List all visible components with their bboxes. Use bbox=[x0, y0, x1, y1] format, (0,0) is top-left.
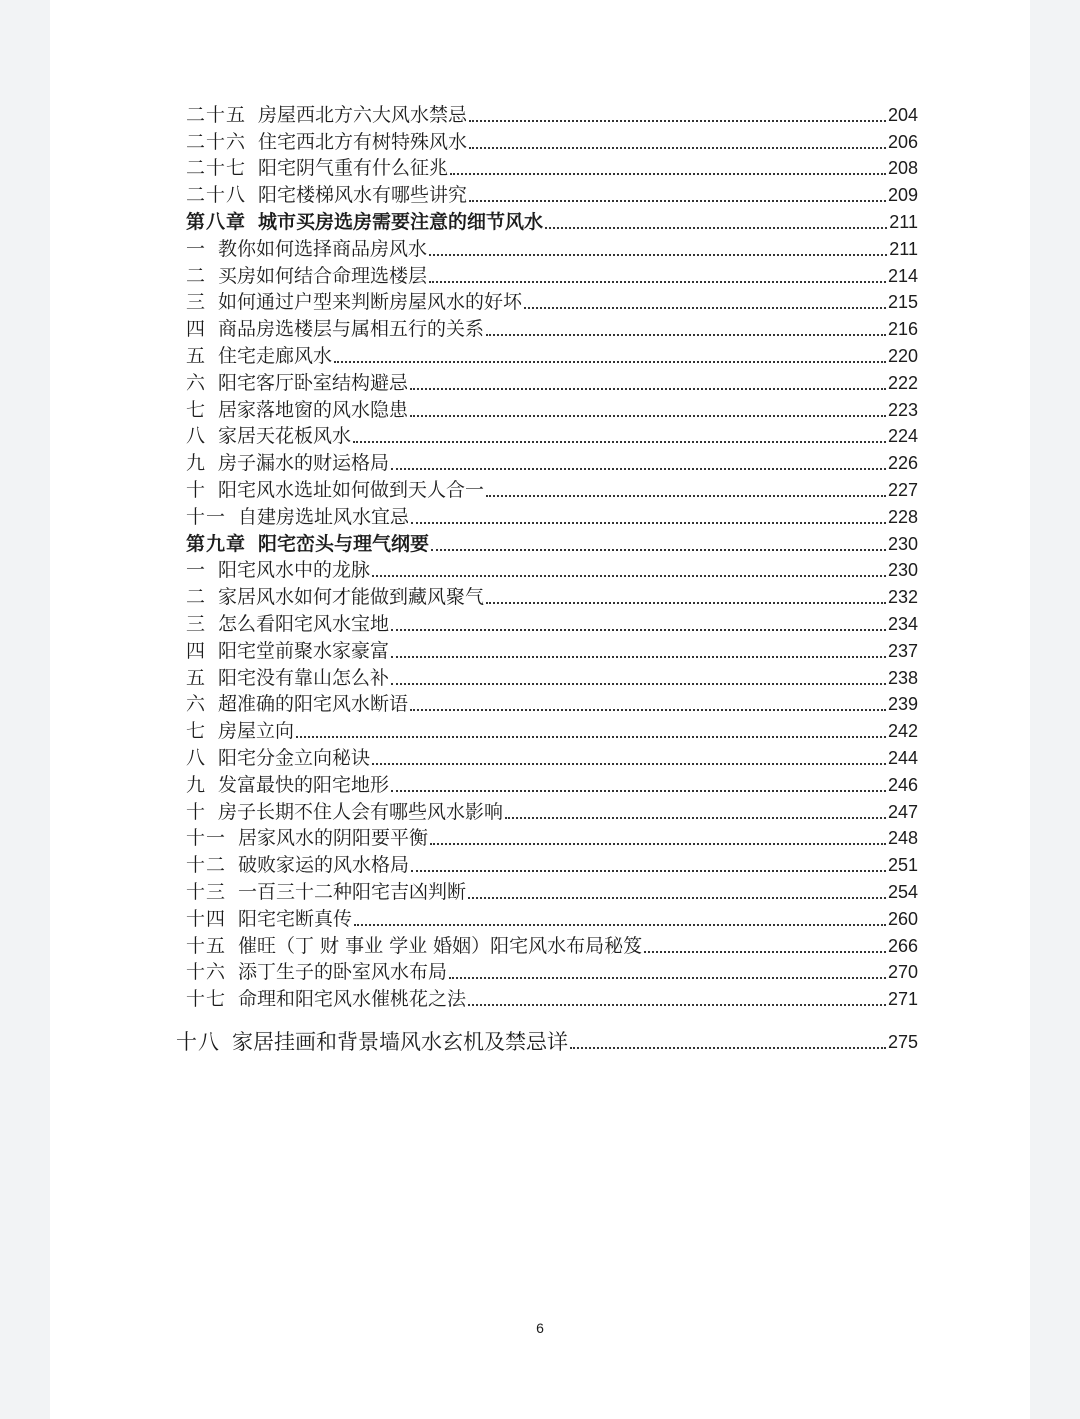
toc-entry-title: 命理和阳宅风水催桃花之法 bbox=[238, 988, 467, 1011]
toc-entry-number: 十二 bbox=[186, 854, 227, 877]
toc-page-number: 220 bbox=[887, 345, 918, 366]
dot-leader bbox=[411, 870, 886, 872]
toc-entry-row bbox=[186, 823, 918, 850]
toc-entry-title: 破败家运的风水格局 bbox=[238, 854, 410, 877]
toc-entry-number: 二十五 bbox=[186, 103, 247, 126]
toc-entry-row bbox=[186, 501, 918, 528]
dot-leader bbox=[353, 441, 886, 443]
dot-leader bbox=[450, 173, 886, 175]
toc-entry-title: 教你如何选择商品房风水 bbox=[218, 237, 428, 260]
toc-entry-row bbox=[186, 474, 918, 501]
toc-chapter-row bbox=[186, 206, 918, 233]
toc-page-number: 216 bbox=[887, 319, 918, 340]
toc-entry-title: 阳宅分金立向秘诀 bbox=[218, 746, 371, 769]
toc-entry-row bbox=[186, 903, 918, 930]
toc-page-number: 209 bbox=[887, 185, 918, 206]
page-number: 6 bbox=[536, 1320, 544, 1336]
dot-leader bbox=[372, 763, 886, 765]
toc-page-number: 260 bbox=[887, 908, 918, 929]
dot-leader bbox=[429, 281, 886, 283]
toc-page-number: 208 bbox=[887, 158, 918, 179]
toc-page-number: 204 bbox=[887, 104, 918, 125]
toc-page-number: 246 bbox=[887, 774, 918, 795]
toc-entry-title: 家居风水如何才能做到藏风聚气 bbox=[218, 586, 485, 609]
toc-page-number: 223 bbox=[887, 399, 918, 420]
toc-entry-row bbox=[186, 876, 918, 903]
toc-page-number: 237 bbox=[887, 640, 918, 661]
toc-page-number: 239 bbox=[887, 694, 918, 715]
toc-page-number: 234 bbox=[887, 613, 918, 634]
dot-leader bbox=[334, 361, 886, 363]
toc-entry-row bbox=[186, 367, 918, 394]
toc-entry-title: 城市买房选房需要注意的细节风水 bbox=[258, 210, 544, 233]
dot-leader bbox=[505, 817, 886, 819]
toc-entry-number: 十七 bbox=[186, 988, 227, 1011]
toc-entry-title: 家居天花板风水 bbox=[218, 425, 352, 448]
dot-leader bbox=[391, 656, 886, 658]
toc-page-number: 244 bbox=[887, 747, 918, 768]
dot-leader bbox=[391, 790, 886, 792]
dot-leader bbox=[391, 629, 886, 631]
toc-entry-row bbox=[186, 930, 918, 957]
toc-page-number: 251 bbox=[887, 855, 918, 876]
toc-entry-number: 二 bbox=[186, 264, 207, 287]
toc-page-number: 247 bbox=[887, 801, 918, 822]
dot-leader bbox=[430, 843, 886, 845]
toc-entry-title: 阳宅楼梯风水有哪些讲究 bbox=[258, 184, 468, 207]
toc-entry-number: 十一 bbox=[186, 505, 227, 528]
toc-entry-row bbox=[186, 689, 918, 716]
toc-entry-number: 十三 bbox=[186, 880, 227, 903]
toc-entry-row bbox=[186, 983, 918, 1010]
toc-entry-row bbox=[186, 421, 918, 448]
toc-entry-row bbox=[186, 849, 918, 876]
toc-entry-number: 六 bbox=[186, 371, 207, 394]
toc-page-number: 230 bbox=[887, 560, 918, 581]
toc-entry-title: 添丁生子的卧室风水布局 bbox=[238, 961, 448, 984]
dot-leader bbox=[431, 549, 886, 551]
toc-entry-title: 如何通过户型来判断房屋风水的好坏 bbox=[218, 291, 523, 314]
toc-entry-title: 住宅西北方有树特殊风水 bbox=[258, 130, 468, 153]
toc-entry-number: 八 bbox=[186, 746, 207, 769]
toc-entry-number: 九 bbox=[186, 452, 207, 475]
toc-entry-title: 阳宅风水选址如何做到天人合一 bbox=[218, 478, 485, 501]
dot-leader bbox=[524, 307, 886, 309]
toc-entry-title: 住宅走廊风水 bbox=[218, 344, 333, 367]
dot-leader bbox=[486, 495, 886, 497]
toc-entry-title: 房屋西北方六大风水禁忌 bbox=[258, 103, 468, 126]
dot-leader bbox=[469, 120, 886, 122]
toc-entry-row bbox=[186, 126, 918, 153]
dot-leader bbox=[354, 924, 886, 926]
toc-page-number: 222 bbox=[887, 372, 918, 393]
toc-entry-number: 九 bbox=[186, 773, 207, 796]
toc-entry-title: 居家风水的阴阳要平衡 bbox=[238, 827, 429, 850]
toc-entry-title: 商品房选楼层与属相五行的关系 bbox=[218, 318, 485, 341]
toc-entry-number: 三 bbox=[186, 291, 207, 314]
toc-entry-row bbox=[186, 233, 918, 260]
dot-leader bbox=[545, 227, 887, 229]
dot-leader bbox=[469, 147, 886, 149]
toc-entry-title: 怎么看阳宅风水宝地 bbox=[218, 612, 390, 635]
dot-leader bbox=[468, 1004, 886, 1006]
toc-entry-number: 十六 bbox=[186, 961, 227, 984]
toc-entry-number: 五 bbox=[186, 666, 207, 689]
toc-page-number: 215 bbox=[887, 292, 918, 313]
toc-entry-row bbox=[186, 287, 918, 314]
toc-entry-row bbox=[186, 796, 918, 823]
toc-entry-number: 二 bbox=[186, 586, 207, 609]
toc-entry-title: 居家落地窗的风水隐患 bbox=[218, 398, 409, 421]
toc-page-number: 254 bbox=[887, 881, 918, 902]
toc-page-number: 242 bbox=[887, 721, 918, 742]
toc-page-number: 227 bbox=[887, 479, 918, 500]
toc-entry-number: 二十八 bbox=[186, 184, 247, 207]
dot-leader bbox=[468, 897, 886, 899]
dot-leader bbox=[372, 575, 886, 577]
toc-entry-number: 十 bbox=[186, 800, 207, 823]
toc-entry-title: 房屋立向 bbox=[218, 720, 295, 743]
toc-entry-number: 三 bbox=[186, 612, 207, 635]
toc-entry-row bbox=[186, 394, 918, 421]
toc-entry-number: 七 bbox=[186, 720, 207, 743]
toc-entry-title: 催旺（丁 财 事业 学业 婚姻）阳宅风水布局秘笈 bbox=[238, 934, 643, 957]
toc-entry-title: 买房如何结合命理选楼层 bbox=[218, 264, 428, 287]
toc-entry-title: 阳宅堂前聚水家豪富 bbox=[218, 639, 390, 662]
toc-entry-title: 阳宅峦头与理气纲要 bbox=[258, 532, 430, 555]
dot-leader bbox=[469, 200, 886, 202]
toc-entry-title: 阳宅宅断真传 bbox=[238, 907, 353, 930]
dot-leader bbox=[410, 388, 886, 390]
toc-entry-number: 二十七 bbox=[186, 157, 247, 180]
toc-entry-row bbox=[186, 715, 918, 742]
toc-entry-row bbox=[186, 340, 918, 367]
toc-page-number: 226 bbox=[887, 453, 918, 474]
dot-leader bbox=[644, 951, 886, 953]
toc-entry-number: 十 bbox=[186, 478, 207, 501]
toc-page-number: 211 bbox=[889, 211, 918, 232]
toc-entry-row bbox=[186, 153, 918, 180]
toc-entry-title: 房子长期不住人会有哪些风水影响 bbox=[218, 800, 504, 823]
toc-entry-row bbox=[186, 260, 918, 287]
toc-entry-title: 阳宅阴气重有什么征兆 bbox=[258, 157, 449, 180]
toc-entry-row bbox=[186, 635, 918, 662]
toc-page-number: 266 bbox=[887, 935, 918, 956]
toc-entry-number: 十四 bbox=[186, 907, 227, 930]
toc-entry-title: 发富最快的阳宅地形 bbox=[218, 773, 390, 796]
table-of-contents bbox=[176, 99, 918, 1054]
toc-page-number: 248 bbox=[887, 828, 918, 849]
dot-leader bbox=[411, 522, 886, 524]
dot-leader bbox=[296, 736, 886, 738]
toc-entry-row bbox=[186, 179, 918, 206]
toc-entry-row bbox=[186, 608, 918, 635]
dot-leader bbox=[449, 977, 886, 979]
toc-entry-row bbox=[186, 957, 918, 984]
toc-entry-number: 六 bbox=[186, 693, 207, 716]
toc-page-number: 228 bbox=[887, 506, 918, 527]
toc-page-number: 238 bbox=[887, 667, 918, 688]
toc-entry-title: 自建房选址风水宜忌 bbox=[238, 505, 410, 528]
toc-entry-row bbox=[186, 99, 918, 126]
dot-leader bbox=[486, 602, 886, 604]
dot-leader bbox=[410, 415, 886, 417]
dot-leader bbox=[570, 1047, 886, 1049]
toc-entry-number: 一 bbox=[186, 237, 207, 260]
toc-entry-title: 房子漏水的财运格局 bbox=[218, 452, 390, 475]
dot-leader bbox=[391, 683, 886, 685]
dot-leader bbox=[391, 468, 886, 470]
toc-page-number: 270 bbox=[887, 962, 918, 983]
toc-entry-number: 七 bbox=[186, 398, 207, 421]
toc-entry-number: 二十六 bbox=[186, 130, 247, 153]
toc-entry-title: 一百三十二种阳宅吉凶判断 bbox=[238, 880, 467, 903]
toc-entry-row bbox=[186, 555, 918, 582]
toc-page-number: 211 bbox=[889, 238, 918, 259]
toc-entry-row bbox=[186, 447, 918, 474]
toc-entry-title: 阳宅客厅卧室结构避忌 bbox=[218, 371, 409, 394]
toc-entry-number: 第九章 bbox=[186, 532, 247, 555]
toc-page-number: 230 bbox=[887, 533, 918, 554]
toc-entry-number: 四 bbox=[186, 318, 207, 341]
toc-entry-number: 十一 bbox=[186, 827, 227, 850]
toc-entry-number: 十八 bbox=[176, 1029, 220, 1054]
toc-entry-title: 超准确的阳宅风水断语 bbox=[218, 693, 409, 716]
toc-page-number: 224 bbox=[887, 426, 918, 447]
toc-page-number: 275 bbox=[887, 1031, 918, 1052]
toc-entry-number: 八 bbox=[186, 425, 207, 448]
toc-page-number: 214 bbox=[887, 265, 918, 286]
toc-entry-number: 四 bbox=[186, 639, 207, 662]
toc-chapter-row bbox=[186, 528, 918, 555]
dot-leader bbox=[486, 334, 886, 336]
toc-page-number: 271 bbox=[887, 989, 918, 1010]
toc-entry-number: 第八章 bbox=[186, 210, 247, 233]
toc-entry-title: 阳宅风水中的龙脉 bbox=[218, 559, 371, 582]
toc-entry-row bbox=[176, 1026, 918, 1053]
toc-entry-number: 十五 bbox=[186, 934, 227, 957]
toc-page-number: 206 bbox=[887, 131, 918, 152]
toc-entry-number: 一 bbox=[186, 559, 207, 582]
toc-entry-row bbox=[186, 769, 918, 796]
dot-leader bbox=[410, 709, 886, 711]
toc-entry-row bbox=[186, 662, 918, 689]
dot-leader bbox=[429, 254, 887, 256]
toc-entry-title: 家居挂画和背景墙风水玄机及禁忌详 bbox=[232, 1030, 568, 1053]
toc-entry-row bbox=[186, 313, 918, 340]
toc-entry-title: 阳宅没有靠山怎么补 bbox=[218, 666, 390, 689]
toc-page-number: 232 bbox=[887, 587, 918, 608]
toc-entry-row bbox=[186, 581, 918, 608]
toc-entry-row bbox=[186, 742, 918, 769]
toc-entry-number: 五 bbox=[186, 344, 207, 367]
